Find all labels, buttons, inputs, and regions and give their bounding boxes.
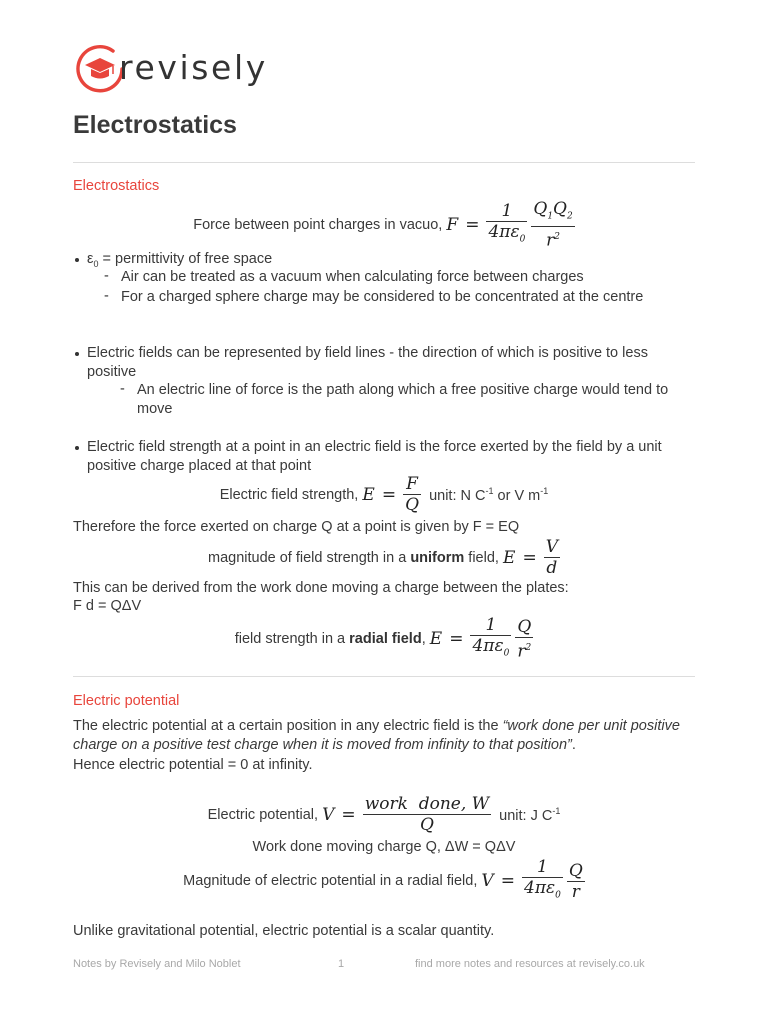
scalar-line: Unlike gravitational potential, electric potential is a scalar quantity. [73,923,495,939]
footer-credit: Notes by Revisely and Milo Noblet [73,958,241,970]
radial-potential-equation: Magnitude of electric potential in a radial field, V = $\frac{1}{4\pi\varepsilon_0}$ $\frac{Q}{r}$ [73,857,695,905]
dash-marker: - [104,288,109,304]
brand-name: revisely [119,48,268,87]
section-heading-electrostatics: Electrostatics [73,178,160,194]
coulomb-equation: Force between point charges in vacuo, F = $\frac{1}{4\pi\varepsilon_0}$ $\frac{Q_1Q_2}{r^2}$ [193,199,573,252]
derived-line: This can be derived from the work done moving a charge between the plates: [73,580,569,596]
fraction: $\frac{Q}{r}$ [568,860,583,902]
fraction: $\frac{1}{4\pi\varepsilon_0}$ [472,615,510,659]
sub-bullet-line-of-force: An electric line of force is the path along which a free positive charge would tend to move [137,382,669,417]
bullet-field-lines: Electric fields can be represented by field lines - the direction of which is positive to less positive [87,345,648,380]
fraction: $\frac{Q_1Q_2}{r^2}$ [533,199,573,252]
work-done-line: Work done moving charge Q, ΔW = QΔV [252,839,516,855]
uniform-field-equation: magnitude of field strength in a uniform field, E = $\frac{V}{d}$ [207,537,558,578]
sub-bullet-air: Air can be treated as a vacuum when calculating force between charges [121,269,584,285]
fraction: $\frac{1}{4\pi\varepsilon_0}$ [488,200,526,245]
fraction: $\frac{Q}{r^2}$ [517,616,532,662]
bullet-dot [75,446,79,450]
bullet-dot [75,258,79,262]
potential-definition: The electric potential at a certain position in any electric field is the “work done per unit positive charge on a positive test charge when it is moved from infinity to that position”. [73,718,680,753]
fraction: $\frac{1}{4\pi\varepsilon_0}$ [524,857,561,901]
fd-line: F d = QΔV [73,598,142,614]
dash-marker: - [104,268,109,284]
bullet-field-strength: Electric field strength at a point in an electric field is the force exerted by the field by a unit positive charge placed at that point [87,439,662,474]
page-title: Electrostatics [73,111,237,139]
field-strength-equation: Electric field strength, E = $\frac{F}{Q}$ unit: N $C^{-1}$ or V $m^{-1}$ [219,474,549,515]
section-heading-electric-potential: Electric potential [73,693,180,709]
potential-infinity-line: Hence electric potential = 0 at infinity. [73,757,313,773]
section-divider [73,676,695,677]
logo [73,42,273,96]
radial-field-equation: field strength in a radial field, E = $\frac{1}{4\pi\varepsilon_0}$ $\frac{Q}{r^2}$ [234,615,532,662]
page-number: 1 [338,958,345,970]
footer-link[interactable]: find more notes and resources at revisely.co.uk [415,958,645,970]
force-line: Therefore the force exerted on charge Q at a point is given by F = EQ [73,519,520,535]
bullet-dot [75,352,79,356]
dash-marker: - [120,381,125,397]
fraction: $\frac{F}{Q}$ [405,474,420,515]
potential-equation: Electric potential, V = $\frac{\text{work done, W}}{Q}$ unit: J $C^{-1}$ [207,794,561,835]
sub-bullet-sphere: For a charged sphere charge may be considered to be concentrated at the centre [121,289,644,305]
fraction: $\frac{V}{d}$ [545,537,558,578]
fraction: $\frac{\text{work done, W}}{Q}$ [364,794,490,835]
bullet-permittivity: $\varepsilon_0$ = permittivity of free space [87,251,273,269]
title-divider [73,162,695,163]
